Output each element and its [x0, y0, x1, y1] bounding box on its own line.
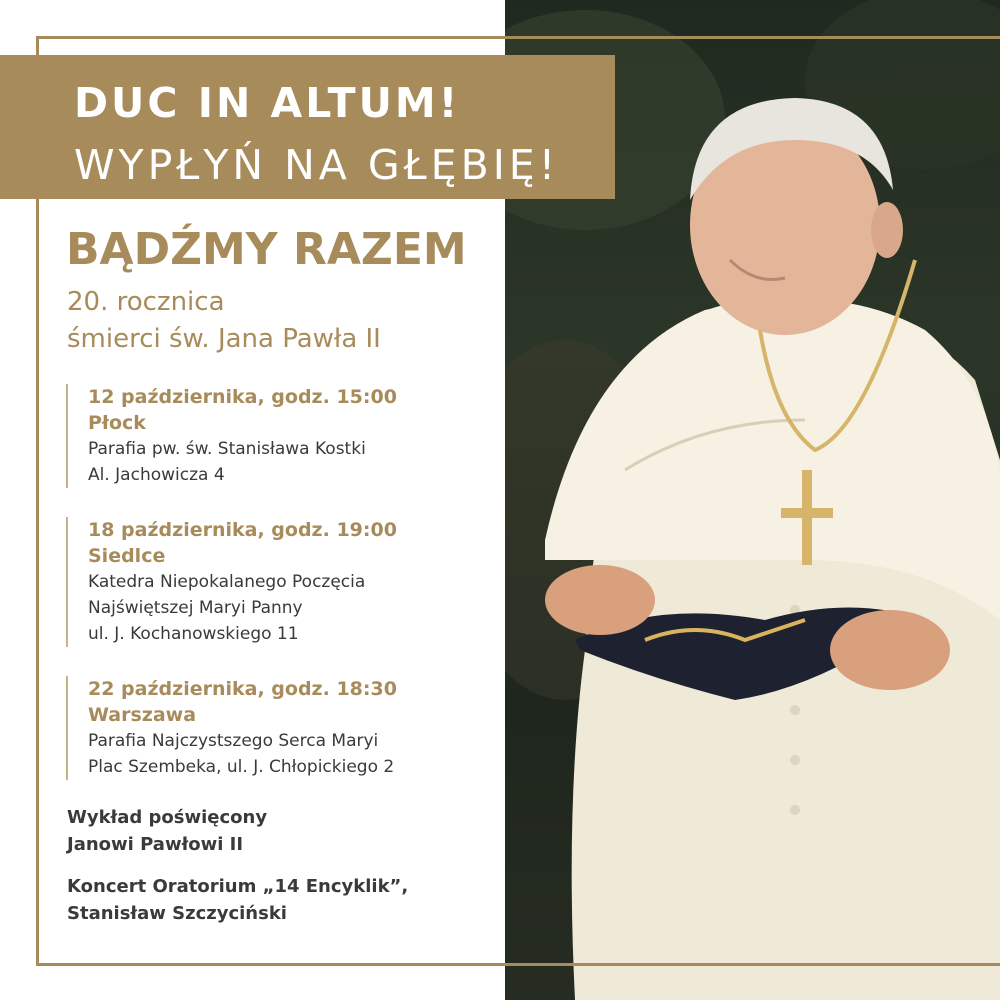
event-warszawa — [66, 676, 397, 780]
motto-banner — [0, 55, 615, 199]
subtitle-line-1: 20. rocznica — [67, 287, 225, 317]
page-title: BĄDŹMY RAZEM — [66, 224, 467, 275]
motto-polish: WYPŁYŃ NA GŁĘBIĘ! — [74, 141, 560, 189]
event-address-line: Parafia Najczystszego Serca Maryi — [88, 731, 379, 751]
event-address-line: Najświętszej Maryi Panny — [88, 598, 303, 618]
event-date: 18 października, godz. 19:00 — [88, 519, 397, 541]
event-address-line: Al. Jachowicza 4 — [88, 465, 225, 485]
subtitle — [67, 284, 381, 358]
event-city: Siedlce — [88, 545, 166, 567]
subtitle-line-2: śmierci św. Jana Pawła II — [67, 324, 381, 354]
concert-line-2: Stanisław Szczyciński — [67, 903, 287, 924]
lecture-info — [67, 804, 267, 858]
event-siedlce — [66, 517, 397, 647]
motto-latin: DUC IN ALTUM! — [74, 79, 461, 127]
event-city: Warszawa — [88, 704, 197, 726]
concert-info — [67, 873, 408, 927]
event-date: 12 października, godz. 15:00 — [88, 386, 397, 408]
concert-line-1: Koncert Oratorium „14 Encyklik”, — [67, 876, 409, 897]
event-plock — [66, 384, 397, 488]
event-address-line: ul. J. Kochanowskiego 11 — [88, 624, 299, 644]
event-city: Płock — [88, 412, 146, 434]
event-date: 22 października, godz. 18:30 — [88, 678, 397, 700]
event-address-line: Katedra Niepokalanego Poczęcia — [88, 572, 366, 592]
event-address-line: Parafia pw. św. Stanisława Kostki — [88, 439, 366, 459]
event-address-line: Plac Szembeka, ul. J. Chłopickiego 2 — [88, 757, 395, 777]
lecture-line-1: Wykład poświęcony — [67, 807, 268, 828]
lecture-line-2: Janowi Pawłowi II — [67, 834, 244, 855]
